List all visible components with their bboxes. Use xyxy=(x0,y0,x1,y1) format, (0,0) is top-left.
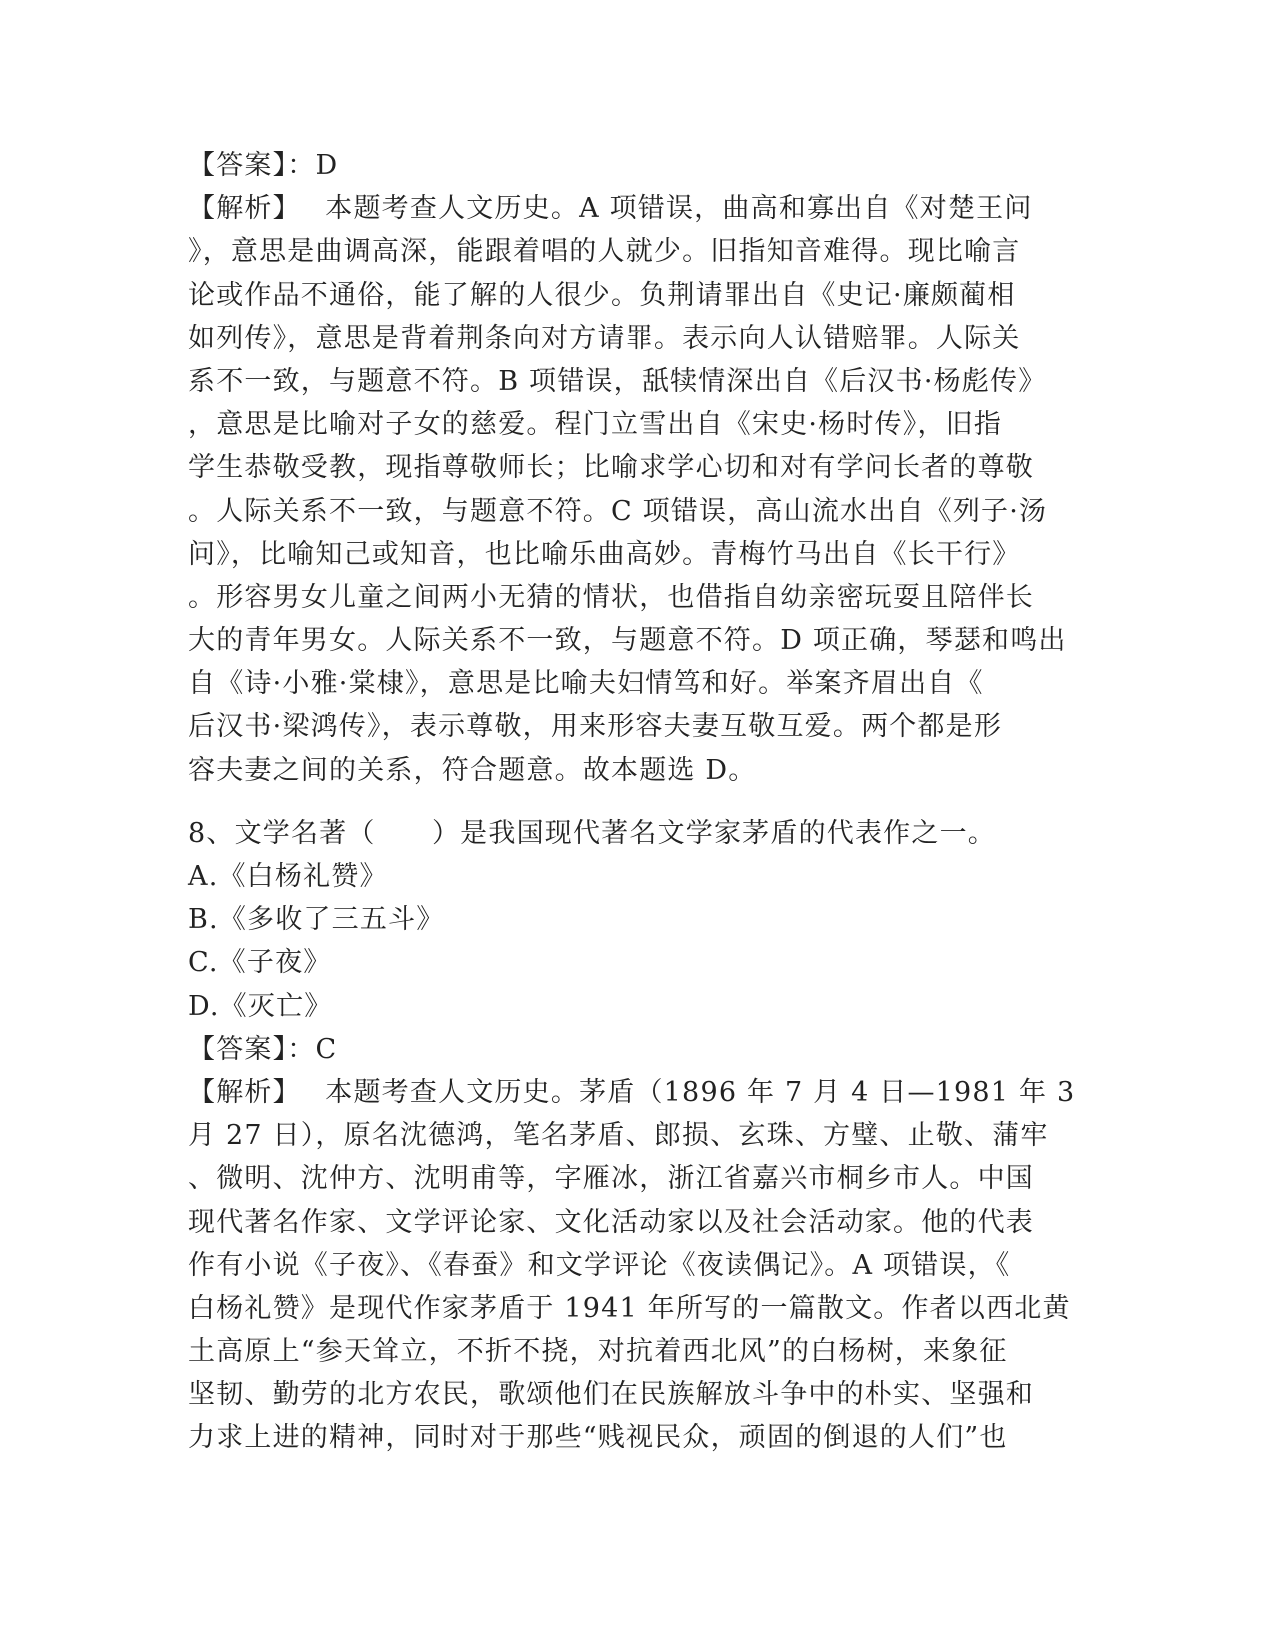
q7-analysis-line: 》，意思是曲调高深，能跟着唱的人就少。旧指知音难得。现比喻言 xyxy=(188,236,1021,268)
q8-analysis xyxy=(188,1071,1088,1460)
q8-option-d: D.《灭亡》 xyxy=(188,990,333,1022)
q7-analysis-line: ，意思是比喻对子女的慈爱。程门立雪出自《宋史·杨时传》，旧指 xyxy=(188,409,1003,441)
q8-analysis-line: 力求上进的精神，同时对于那些“贱视民众，顽固的倒退的人们”也 xyxy=(188,1422,1008,1454)
q7-analysis-line: 。人际关系不一致，与题意不符。C 项错误，高山流水出自《列子·汤 xyxy=(188,495,1048,527)
q8-analysis-line: 、微明、沈仲方、沈明甫等，字雁冰，浙江省嘉兴市桐乡市人。中国 xyxy=(188,1163,1034,1195)
q7-analysis-line: 问》，比喻知己或知音，也比喻乐曲高妙。青梅竹马出自《长干行》 xyxy=(188,538,1021,570)
q7-analysis-line: 【解析】 本题考查人文历史。A 项错误，曲高和寡出自《对楚王问 xyxy=(188,193,1033,225)
section-gap xyxy=(188,792,1088,812)
q7-analysis-line: 后汉书·梁鸿传》，表示尊敬，用来形容夫妻互敬互爱。两个都是形 xyxy=(188,711,1003,743)
q7-analysis-line: 大的青年男女。人际关系不一致，与题意不符。D 项正确，琴瑟和鸣出 xyxy=(188,625,1067,657)
q8-option-a: A.《白杨礼赞》 xyxy=(188,861,388,892)
page-content xyxy=(188,144,1088,1460)
q8-option-c: C.《子夜》 xyxy=(188,947,332,979)
q8-option-b: B.《多收了三五斗》 xyxy=(188,904,445,936)
q8-analysis-line: 现代著名作家、文学评论家、文化活动家以及社会活动家。他的代表 xyxy=(188,1206,1034,1238)
q7-analysis-line: 自《诗·小雅·棠棣》，意思是比喻夫妇情笃和好。举案齐眉出自《 xyxy=(188,668,984,700)
q8-question: 8、文学名著（ ）是我国现代著名文学家茅盾的代表作之一。 xyxy=(188,817,996,849)
q7-analysis-line: 容夫妻之间的关系，符合题意。故本题选 D。 xyxy=(188,754,757,786)
q8-analysis-line: 【解析】 本题考查人文历史。茅盾（1896 年 7 月 4 日—1981 年 3 xyxy=(188,1076,1076,1108)
q8-analysis-line: 月 27 日），原名沈德鸿，笔名茅盾、郎损、玄珠、方璧、止敬、蒲牢 xyxy=(188,1120,1049,1152)
q7-analysis-line: 学生恭敬受教，现指尊敬师长；比喻求学心切和对有学问长者的尊敬 xyxy=(188,452,1034,484)
q7-analysis-line: 。形容男女儿童之间两小无猜的情状，也借指自幼亲密玩耍且陪伴长 xyxy=(188,581,1034,613)
q8-analysis-line: 白杨礼赞》是现代作家茅盾于 1941 年所写的一篇散文。作者以西北黄 xyxy=(188,1292,1071,1324)
q7-analysis-line: 论或作品不通俗，能了解的人很少。负荆请罪出自《史记·廉颇蔺相 xyxy=(188,279,1016,311)
q8-analysis-line: 作有小说《子夜》、《春蚕》和文学评论《夜读偶记》。A 项错误，《 xyxy=(188,1249,1011,1281)
q8-options xyxy=(188,855,1088,1028)
q7-answer: 【答案】：D xyxy=(188,150,339,181)
q8-analysis-line: 坚韧、勤劳的北方农民，歌颂他们在民族解放斗争中的朴实、坚强和 xyxy=(188,1379,1034,1411)
q7-analysis-line: 系不一致，与题意不符。B 项错误，舐犊情深出自《后汉书·杨彪传》 xyxy=(188,365,1047,397)
q7-analysis xyxy=(188,187,1088,792)
q8-answer: 【答案】：C xyxy=(188,1033,338,1065)
q8-analysis-line: 土高原上“参天耸立，不折不挠，对抗着西北风”的白杨树，来象征 xyxy=(188,1336,1008,1368)
q7-analysis-line: 如列传》，意思是背着荆条向对方请罪。表示向人认错赔罪。人际关 xyxy=(188,322,1021,354)
